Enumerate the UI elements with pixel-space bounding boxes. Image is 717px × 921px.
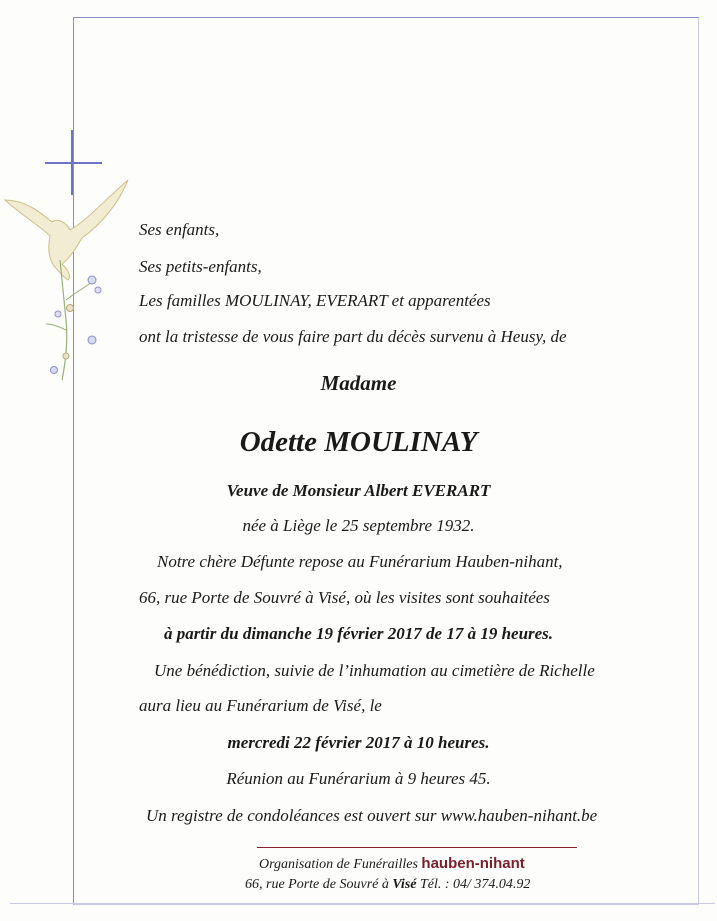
registry-line: Un registre de condoléances est ouvert sur www.hauben-nihant.be xyxy=(146,806,598,825)
intro-line-families: Les familles MOULINAY, EVERART et apparentées xyxy=(139,291,491,310)
intro-line-grandchildren: Ses petits-enfants, xyxy=(139,257,262,276)
address-city: Visé xyxy=(392,877,417,892)
deceased-name: Odette MOULINAY xyxy=(239,426,478,458)
visitation-line-2: 66, rue Porte de Souvré à Visé, où les visites sont souhaitées xyxy=(139,588,550,607)
phone-number: Tél. : 04/ 374.04.92 xyxy=(419,877,531,892)
birth-line: née à Liège le 25 septembre 1932. xyxy=(242,516,475,535)
bottom-divider xyxy=(10,903,715,904)
spouse-line: Veuve de Monsieur Albert EVERART xyxy=(226,481,491,500)
meeting-line: Réunion au Funérarium à 9 heures 45. xyxy=(226,769,491,788)
brand-name: hauben-nihant xyxy=(421,855,525,872)
intro-line-children: Ses enfants, xyxy=(139,220,220,239)
dove-icon xyxy=(5,180,128,280)
footer-organisation xyxy=(259,855,525,873)
organisation-label: Organisation de Funérailles xyxy=(259,857,418,872)
dove-cross-flower-illustration xyxy=(0,130,140,390)
visitation-hours: à partir du dimanche 19 février 2017 de 17 à 19 heures. xyxy=(163,624,554,643)
ceremony-line-1: Une bénédiction, suivie de l’inhumation au cimetière de Richelle xyxy=(154,661,595,680)
ceremony-line-2: aura lieu au Funérarium de Visé, le xyxy=(139,696,382,715)
deceased-title: Madame xyxy=(320,371,397,395)
footer-address xyxy=(245,876,530,893)
intro-line-announcement: ont la tristesse de vous faire part du décès survenu à Heusy, de xyxy=(139,327,567,346)
flower-icon xyxy=(88,276,96,284)
visitation-line-1: Notre chère Défunte repose au Funérarium Hauben-nihant, xyxy=(157,552,563,571)
footer-rule xyxy=(257,847,577,848)
address-street: 66, rue Porte de Souvré à xyxy=(245,877,389,892)
ceremony-date: mercredi 22 février 2017 à 10 heures. xyxy=(227,733,490,752)
